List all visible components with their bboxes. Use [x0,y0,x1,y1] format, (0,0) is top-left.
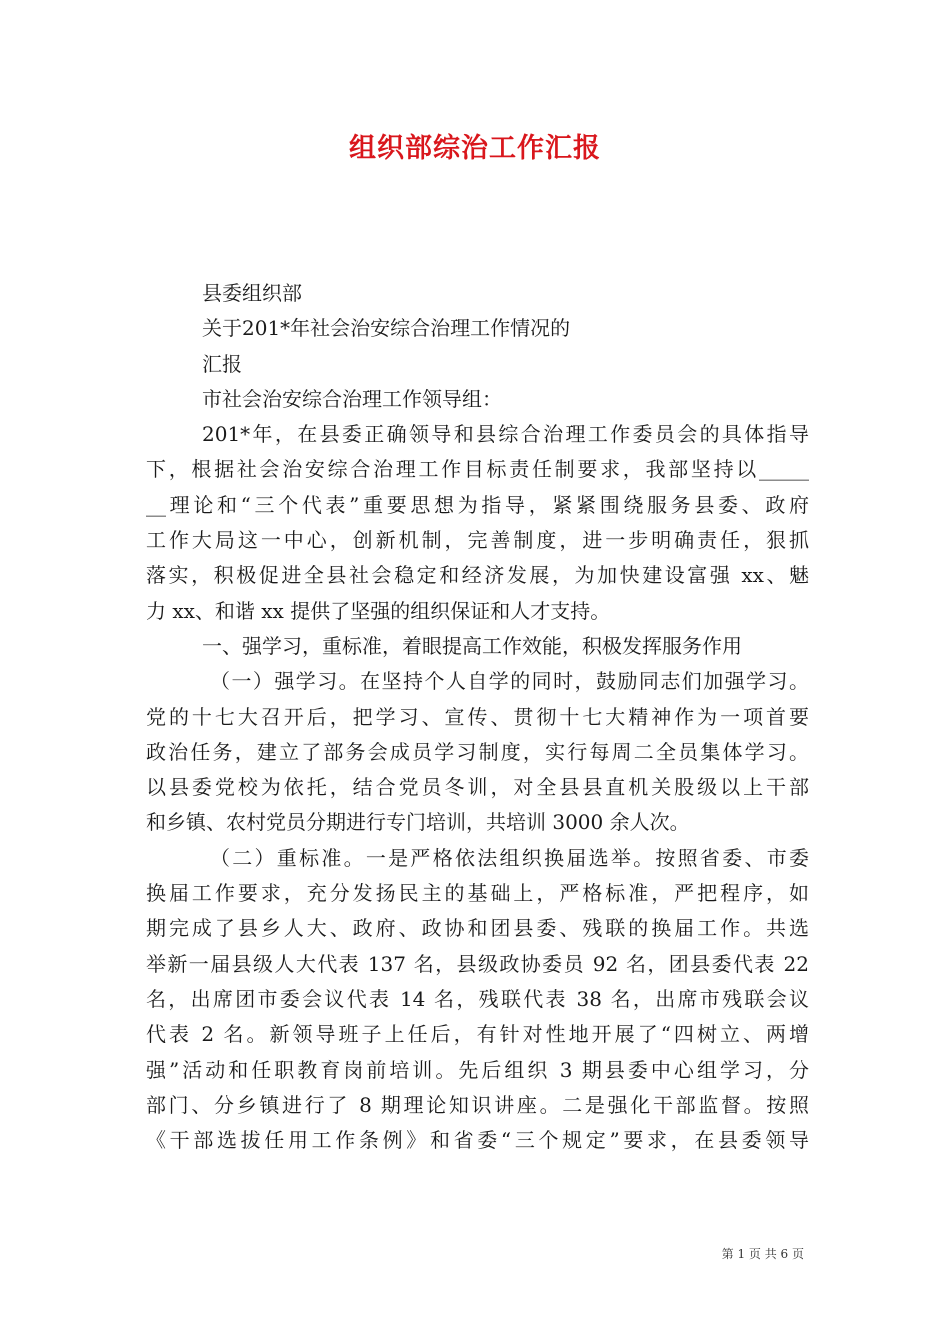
body-line: 落实，积极促进全县社会稳定和经济发展，为加快建设富强 xx、魅 [146,563,809,588]
body-line: 关于201*年社会治安综合治理工作情况的 [202,316,571,341]
body-line: 和乡镇、农村党员分期进行专门培训，共培训 3000 余人次。 [146,810,690,835]
body-line: （一）强学习。在坚持个人自学的同时，鼓励同志们加强学习。 [210,669,809,694]
body-line: __理论和“三个代表”重要思想为指导，紧紧围绕服务县委、政府 [146,492,809,517]
page-footer: 第 1 页 共 6 页 [721,1247,804,1261]
body-line: 市社会治安综合治理工作领导组： [202,386,502,411]
body-line: 政治任务，建立了部务会成员学习制度，实行每周二全员集体学习。 [146,739,809,764]
document-body [146,276,809,1158]
body-line: 一、强学习，重标准，着眼提高工作效能，积极发挥服务作用 [202,633,742,658]
document-title: 组织部综治工作汇报 [349,133,601,164]
body-line: 名，出席团市委会议代表 14 名，残联代表 38 名，出席市残联会议 [146,986,809,1011]
body-line: 举新一届县级人大代表 137 名，县级政协委员 92 名，团县委代表 22 [146,951,809,976]
body-line: 工作大局这一中心，创新机制，完善制度，进一步明确责任，狠抓 [146,528,809,553]
body-line: 县委组织部 [202,281,302,305]
body-line: 换届工作要求，充分发扬民主的基础上，严格标准，严把程序，如 [146,881,809,906]
body-line: 部门、分乡镇进行了 8 期理论知识讲座。二是强化干部监督。按照 [146,1092,809,1117]
body-line: 代表 2 名。新领导班子上任后，有针对性地开展了“四树立、两增 [146,1022,809,1047]
body-line: 力 xx、和谐 xx 提供了坚强的组织保证和人才支持。 [146,598,611,623]
body-line: 强”活动和任职教育岗前培训。先后组织 3 期县委中心组学习，分 [146,1057,809,1082]
body-line: 以县委党校为依托，结合党员冬训，对全县县直机关股级以上干部 [146,775,809,800]
body-line: （二）重标准。一是严格依法组织换届选举。按照省委、市委 [210,845,809,870]
body-line: 汇报 [202,351,242,376]
body-line: 党的十七大召开后，把学习、宣传、贯彻十七大精神作为一项首要 [146,704,809,729]
body-line: 《干部选拔任用工作条例》和省委“三个规定”要求，在县委领导 [146,1128,809,1153]
body-line: 201*年，在县委正确领导和县综合治理工作委员会的具体指导 [202,422,809,447]
body-line: 下，根据社会治安综合治理工作目标责任制要求，我部坚持以_____ [146,457,809,482]
body-line: 期完成了县乡人大、政府、政协和团县委、残联的换届工作。共选 [146,916,809,941]
